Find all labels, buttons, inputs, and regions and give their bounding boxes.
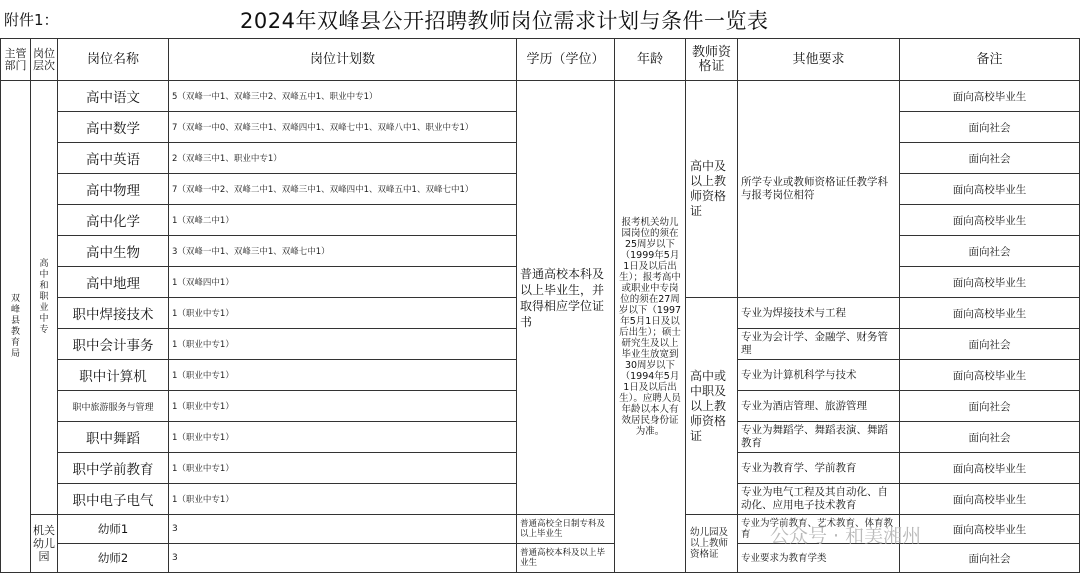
post-note: 面向社会 xyxy=(900,143,1080,174)
post-name: 职中旅游服务与管理 xyxy=(58,391,169,422)
post-note: 面向高校毕业生 xyxy=(900,81,1080,112)
post-name: 高中数学 xyxy=(58,112,169,143)
post-plan: 1（职业中专1） xyxy=(169,298,517,329)
post-other: 专业为计算机科学与技术 xyxy=(738,360,900,391)
post-plan: 2（双峰三中1、职业中专1） xyxy=(169,143,517,174)
post-name: 高中物理 xyxy=(58,174,169,205)
post-plan: 1（职业中专1） xyxy=(169,484,517,515)
header-edu: 学历（学位） xyxy=(517,39,615,81)
cert-kg-text: 幼儿园及以上教师资格证 xyxy=(690,527,729,560)
dept-name: 双峰县教育局 xyxy=(10,293,20,359)
post-other: 专业为酒店管理、旅游管理 xyxy=(738,391,900,422)
table-header-row xyxy=(1,39,1080,81)
post-note: 面向社会 xyxy=(900,544,1080,573)
header-note: 备注 xyxy=(900,39,1080,81)
post-name: 高中英语 xyxy=(58,143,169,174)
post-name: 高中语文 xyxy=(58,81,169,112)
edu-kg2: 普通高校本科及以上毕业生 xyxy=(517,544,615,573)
header-other: 其他要求 xyxy=(738,39,900,81)
edu-senior-text: 普通高校本科及以上毕业生，并取得相应学位证书 xyxy=(520,266,605,329)
other-senior-text: 所学专业或教师资格证任教学科与报考岗位相符 xyxy=(741,176,888,201)
post-other: 专业要求为教育学类 xyxy=(738,544,900,573)
cert-vocational-text: 高中或中职及以上教师资格证 xyxy=(690,368,727,443)
post-name: 高中化学 xyxy=(58,205,169,236)
cert-senior xyxy=(686,81,738,298)
post-other: 专业为电气工程及其自动化、自动化、应用电子技术教育 xyxy=(738,484,900,515)
post-plan: 1（双峰四中1） xyxy=(169,267,517,298)
level-senior: 高中和职业中专 xyxy=(39,259,49,335)
header-level: 岗位层次 xyxy=(31,39,58,81)
post-other: 专业为焊接技术与工程 xyxy=(738,298,900,329)
header-plan: 岗位计划数 xyxy=(169,39,517,81)
dept-cell xyxy=(1,81,31,573)
header-age: 年龄 xyxy=(615,39,686,81)
post-note: 面向高校毕业生 xyxy=(900,205,1080,236)
post-plan: 5（双峰一中1、双峰三中2、双峰五中1、职业中专1） xyxy=(169,81,517,112)
post-note: 面向高校毕业生 xyxy=(900,267,1080,298)
edu-senior xyxy=(517,81,615,515)
post-name: 高中生物 xyxy=(58,236,169,267)
watermark: 公众号 · 和美湘州 xyxy=(770,525,922,547)
age-cell xyxy=(615,81,686,573)
level-kg: 机关幼儿园 xyxy=(33,524,55,563)
post-note: 面向社会 xyxy=(900,391,1080,422)
post-plan: 3 xyxy=(169,515,517,544)
post-other: 专业为教育学、学前教育 xyxy=(738,453,900,484)
cert-kg xyxy=(686,515,738,573)
page-title: 2024年双峰县公开招聘教师岗位需求计划与条件一览表 xyxy=(240,9,769,33)
post-note: 面向高校毕业生 xyxy=(900,174,1080,205)
post-plan: 3（双峰一中1、双峰三中1、双峰七中1） xyxy=(169,236,517,267)
level-cell-senior xyxy=(31,81,58,515)
post-name: 幼师2 xyxy=(58,544,169,573)
post-name: 职中计算机 xyxy=(58,360,169,391)
post-name: 幼师1 xyxy=(58,515,169,544)
post-other: 专业为学前教育、艺术教育、体育教育 xyxy=(738,515,900,544)
post-other: 专业为舞蹈学、舞蹈表演、舞蹈教育 xyxy=(738,422,900,453)
header-name: 岗位名称 xyxy=(58,39,169,81)
other-senior xyxy=(738,81,900,298)
post-note: 面向高校毕业生 xyxy=(900,515,1080,544)
post-note: 面向高校毕业生 xyxy=(900,298,1080,329)
table-row xyxy=(1,81,1080,112)
post-note: 面向社会 xyxy=(900,422,1080,453)
post-plan: 7（双峰一中0、双峰三中1、双峰四中1、双峰七中1、双峰八中1、职业中专1） xyxy=(169,112,517,143)
post-plan: 1（职业中专1） xyxy=(169,453,517,484)
post-name: 高中地理 xyxy=(58,267,169,298)
header-dept: 主管部门 xyxy=(1,39,31,81)
header-cert: 教师资格证 xyxy=(686,39,738,81)
post-note: 面向社会 xyxy=(900,236,1080,267)
post-plan: 1（职业中专1） xyxy=(169,391,517,422)
post-note: 面向高校毕业生 xyxy=(900,360,1080,391)
post-name: 职中舞蹈 xyxy=(58,422,169,453)
post-plan: 3 xyxy=(169,544,517,573)
post-note: 面向社会 xyxy=(900,112,1080,143)
post-note: 面向社会 xyxy=(900,329,1080,360)
table-row xyxy=(1,515,1080,544)
post-name: 职中学前教育 xyxy=(58,453,169,484)
recruitment-table xyxy=(0,38,1080,573)
level-cell-kg xyxy=(31,515,58,573)
post-plan: 7（双峰一中2、双峰二中1、双峰三中1、双峰四中1、双峰五中1、双峰七中1） xyxy=(169,174,517,205)
post-plan: 1（职业中专1） xyxy=(169,422,517,453)
edu-kg1: 普通高校全日制专科及以上毕业生 xyxy=(517,515,615,544)
post-note: 面向高校毕业生 xyxy=(900,484,1080,515)
page-header xyxy=(0,0,1080,38)
post-other: 专业为会计学、金融学、财务管理 xyxy=(738,329,900,360)
post-name: 职中电子电气 xyxy=(58,484,169,515)
post-note: 面向高校毕业生 xyxy=(900,453,1080,484)
cert-senior-text: 高中及以上教师资格证 xyxy=(690,159,727,218)
post-plan: 1（职业中专1） xyxy=(169,329,517,360)
cert-vocational xyxy=(686,298,738,515)
post-name: 职中焊接技术 xyxy=(58,298,169,329)
post-plan: 1（职业中专1） xyxy=(169,360,517,391)
table-row xyxy=(1,544,1080,573)
age-text: 报考机关幼儿园岗位的须在25周岁以下（1999年5月1日及以后出生）；报考高中或职业中专岗位的须在27周岁以下（1997年5月1日及以后出生）；硕士研究生及以上毕业生放宽到30周岁以下（1994年5月1日及以后出生）。应聘人员年龄以本人有效居民身份证为准。 xyxy=(618,216,682,437)
post-name: 职中会计事务 xyxy=(58,329,169,360)
annex-label: 附件1： xyxy=(4,11,59,29)
post-plan: 1（双峰二中1） xyxy=(169,205,517,236)
